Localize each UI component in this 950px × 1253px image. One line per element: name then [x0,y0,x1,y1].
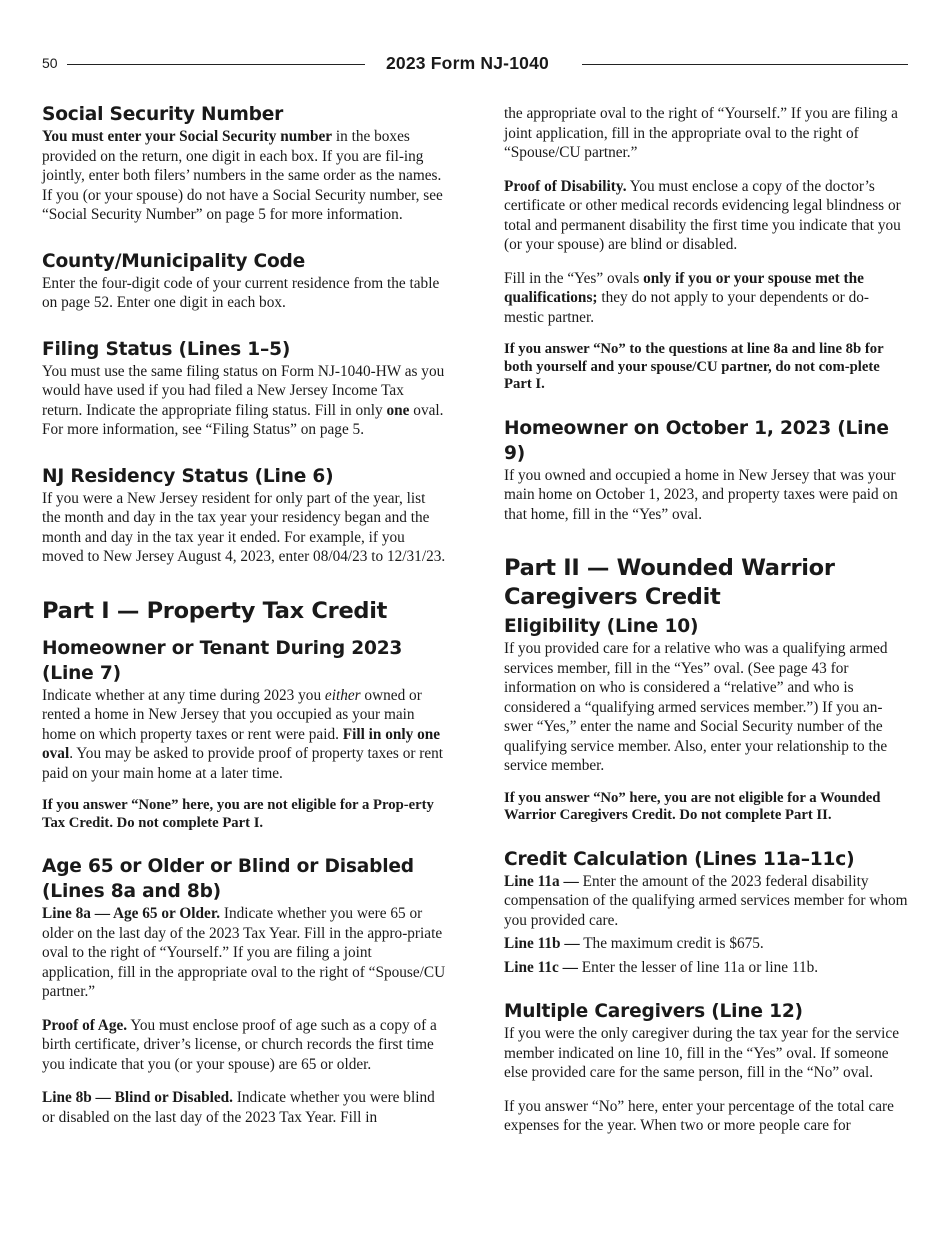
homeowner-oct-heading: Homeowner on October 1, 2023 (Line 9) [504,417,889,464]
ssn-heading: Social Security Number [42,104,284,125]
line8b-label: Line 8b — Blind or Disabled. [42,1089,233,1106]
residency-body: If you were a New Jersey resident for only part of the year, list the month and day in the tax year your residency began and the month and day in the tax year it ended. For example, if you moved to New Jersey August 4, 2023, enter 08/04/23 to 12/31/23. [42,489,446,565]
line11b-body: The maximum credit is $675. [579,935,764,952]
line8a-body: Indicate whether you were 65 or older on the last day of the 2023 Tax Year. Fill in the appro-priate oval to the right of “Yourself.” If you are filing a joint application, fill in the appropriate oval to the right of “Spouse/CU partner.” [42,905,446,1000]
line11c-paragraph [504,958,908,978]
county-heading: County/Municipality Code [42,250,306,272]
page-header [42,52,908,76]
part1-heading: Part I — Property Tax Credit [42,597,388,624]
header-rule-left [67,64,365,65]
header-rule-right [582,64,908,65]
county-body: Enter the four-digit code of your current residence from the table on page 52. Enter one digit in each box. [42,274,440,311]
ssn-paragraph [42,127,446,225]
proof-disability-paragraph [504,177,908,255]
part2-heading: Part II — Wounded Warrior Caregivers Credit [504,555,835,610]
yes-ovals-a: Fill in the “Yes” ovals [504,269,644,287]
proof-age-body: You must enclose proof of age such as a copy of a birth certificate, driver’s license, or church records the first time you indicate that you (or your spouse) are 65 or older. [42,1016,437,1073]
ssn-bold-lead: You must enter your Social Security number [42,128,333,145]
proof-disability-label: Proof of Disability. [504,177,627,195]
left-column [42,102,446,1127]
proof-disability-body: You must enclose a copy of the doctor’s certificate or other medical records evidencing legal blindness or total and permanent disability the first time you indicate that you (or your spouse) are blind or disabled. [504,177,901,253]
right-column [504,104,908,1136]
line11b-label: Line 11b — [504,935,580,952]
credit-calc-heading: Credit Calculation (Lines 11a–11c) [504,848,855,870]
filing-body-a: You must use the same filing status on Form NJ-1040-HW as you would have used if you had filed a New Jersey Income Tax return. Indicate the appropriate filing status. Fill in only [42,362,445,419]
line11c-label: Line 11c — [504,958,578,976]
homeowner-tenant-heading: Homeowner or Tenant During 2023 (Line 7) [42,637,403,684]
line11a-body: Enter the amount of the 2023 federal disability compensation of the qualifying armed services member for whom you provided care. [504,872,908,929]
line11a-label: Line 11a — [504,872,579,890]
filing-body-bold: one [386,401,410,419]
proof-age-paragraph [42,1016,446,1075]
form-title: 2023 Form NJ-1040 [386,53,549,73]
multiple-body-a: If you were the only caregiver during the tax year for the service member indicated on line 10, fill in the “Yes” oval. If someone else provided care for the same person, fill in the “No” oval. [504,1025,899,1081]
page-number: 50 [42,55,58,71]
eligibility-body: If you provided care for a relative who was a qualifying armed services member, fill in the “Yes” oval. (See page 43 for information on who is considered a “relative” and who is considered a “qualifying armed services member.”) If you an-swer “Yes,” enter the name and Social Security number of the qualifying service member. Also, enter your relationship to the service member. [504,640,888,774]
ht-body-italic: either [324,686,361,704]
yes-ovals-paragraph [504,269,908,328]
homeowner-tenant-paragraph [42,686,446,784]
eligibility-warning: If you answer “No” here, you are not eligible for a Wounded Warrior Caregivers Credit. Do not complete Part II. [504,789,881,823]
age-heading: Age 65 or Older or Blind or Disabled (Lines 8a and 8b) [42,856,414,902]
continued-text: the appropriate oval to the right of “Yourself.” If you are filing a joint application, fill in the appropriate oval to the right of “Spouse/CU partner.” [504,105,898,161]
filing-paragraph [42,362,446,440]
no-warning: If you answer “No” to the questions at line 8a and line 8b for both yourself and your spouse/CU partner, do not com-plete Part I. [504,341,884,392]
yes-ovals-bold: only if you or your spouse met the qualifications; [504,269,864,306]
ssn-body: in the boxes provided on the return, one digit in each box. If you are fil-ing jointly, enter both filers’ numbers in the same order as the names. If you (or your spouse) do not have a Social Security number, see “Social Security Number” on page 5 for more information. [42,128,443,223]
eligibility-heading: Eligibility (Line 10) [504,616,699,637]
yes-ovals-b: they do not apply to your dependents or do-mestic partner. [504,289,869,326]
ht-body-b: owned or rented a home in New Jersey that you occupied as your main home on which property taxes or rent were paid. [42,686,422,743]
line8b-body: Indicate whether you were blind or disabled on the last day of the 2023 Tax Year. Fill in [42,1089,435,1126]
line8a-paragraph [42,904,446,1002]
line8a-label: Line 8a — Age 65 or Older. [42,905,221,922]
line8b-paragraph [42,1088,446,1127]
line11a-paragraph [504,872,908,931]
line11b-paragraph [504,934,908,954]
multiple-heading: Multiple Caregivers (Line 12) [504,1001,803,1022]
proof-age-label: Proof of Age. [42,1016,128,1034]
line11c-body: Enter the lesser of line 11a or line 11b. [577,958,819,976]
filing-heading: Filing Status (Lines 1–5) [42,338,291,360]
homeowner-oct-body: If you owned and occupied a home in New Jersey that was your main home on October 1, 2023, and property taxes were paid on that home, fill in the “Yes” oval. [504,466,898,523]
ht-body-c: . You may be asked to provide proof of property taxes or rent paid on your main home at a later time. [42,745,444,782]
filing-body-b: oval. For more information, see “Filing Status” on page 5. [42,401,444,438]
ht-body-bold: Fill in only one oval [42,725,441,762]
multiple-body-b: If you answer “No” here, enter your percentage of the total care expenses for the year. When two or more people care for [504,1097,894,1134]
ht-body-a: Indicate whether at any time during 2023 you [42,686,325,704]
residency-heading: NJ Residency Status (Line 6) [42,465,334,487]
none-warning: If you answer “None” here, you are not eligible for a Prop-erty Tax Credit. Do not complete Part I. [42,797,434,831]
